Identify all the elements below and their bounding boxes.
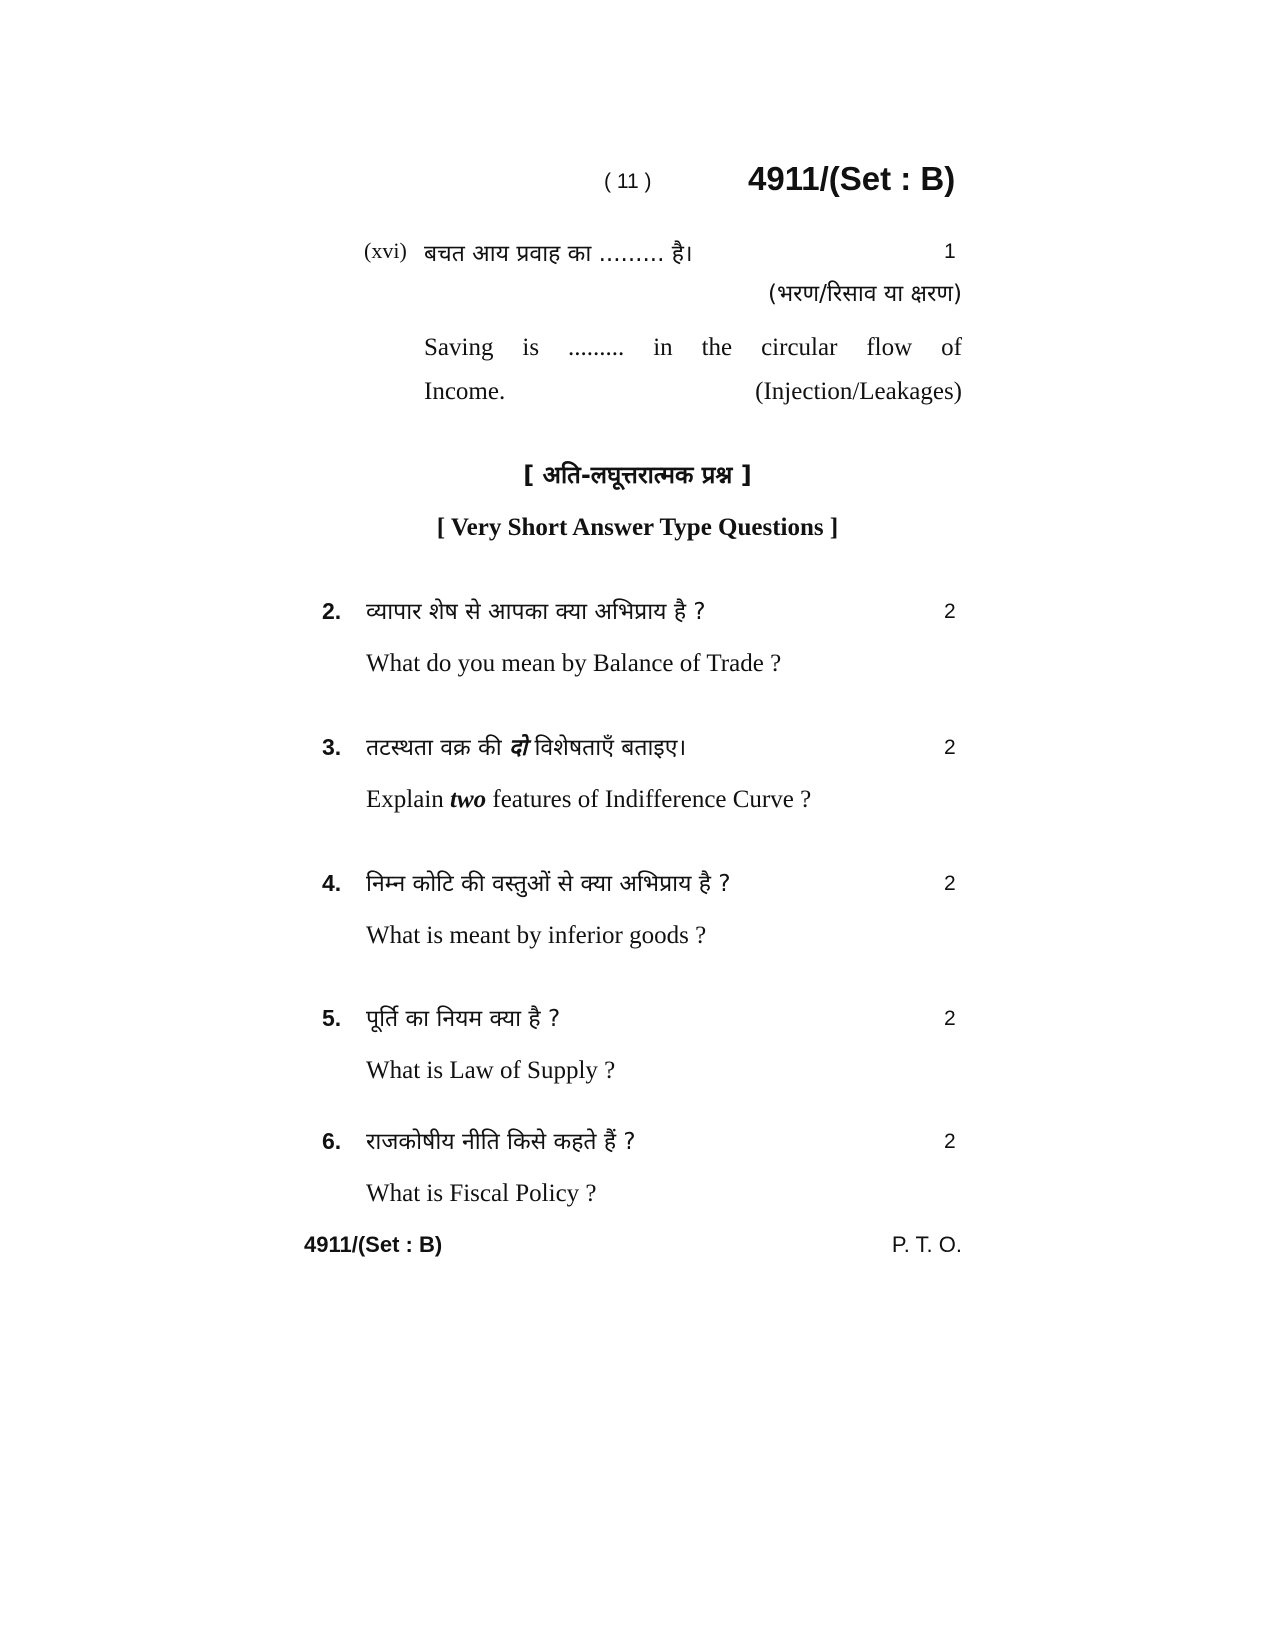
question-6-english: What is Fiscal Policy ? [366, 1180, 597, 1207]
question-xvi-english-line1 [424, 334, 962, 362]
question-5-english: What is Law of Supply ? [366, 1057, 616, 1084]
word: circular [761, 334, 838, 361]
question-xvi-options-english: (Injection/Leakages) [755, 378, 962, 405]
question-6-number: 6. [322, 1128, 342, 1154]
question-2-number: 2. [322, 598, 342, 624]
question-4-english: What is meant by inferior goods ? [366, 922, 707, 949]
question-3-hindi [366, 730, 686, 762]
question-3-hindi-part2: विशेषताएँ बताइए। [527, 735, 687, 761]
please-turn-over: P. T. O. [891, 1232, 962, 1257]
document-code-footer: 4911/(Set : B) [304, 1232, 443, 1257]
question-xvi-hindi: बचत आय प्रवाह का ......... है। [424, 241, 693, 267]
question-xvi-number: (xvi) [364, 238, 407, 263]
word: flow [866, 334, 913, 361]
question-xvi-english-line2: Income. [424, 378, 506, 405]
word: of [941, 334, 962, 361]
question-5-marks: 2 [944, 1007, 956, 1030]
question-3-number: 3. [322, 734, 342, 760]
question-4-hindi: निम्न कोटि की वस्तुओं से क्या अभिप्राय है ? [366, 871, 731, 897]
page-number: ( 11 ) [604, 170, 652, 193]
question-2-hindi: व्यापार शेष से आपका क्या अभिप्राय है ? [366, 599, 706, 625]
section-title-hindi: [ अति-लघूत्तरात्मक प्रश्न ] [523, 461, 752, 489]
document-code-header: 4911/(Set : B) [748, 160, 956, 197]
question-2-marks: 2 [944, 600, 956, 623]
word: in [653, 334, 673, 361]
question-2-english: What do you mean by Balance of Trade ? [366, 650, 782, 677]
question-xvi-marks: 1 [944, 240, 956, 263]
question-6-hindi: राजकोषीय नीति किसे कहते हैं ? [366, 1129, 636, 1155]
question-5-number: 5. [322, 1005, 342, 1031]
question-3-marks: 2 [944, 736, 956, 759]
question-6-marks: 2 [944, 1130, 956, 1153]
blank: ......... [568, 334, 625, 361]
word: Saving [424, 334, 494, 361]
question-5-hindi: पूर्ति का नियम क्या है ? [366, 1006, 561, 1032]
question-3-hindi-part1: तटस्थता वक्र की [366, 735, 509, 761]
question-3-english-part1: Explain [366, 786, 451, 813]
word: is [522, 334, 540, 361]
question-3-english-emphasis: two [450, 786, 487, 813]
word: the [701, 334, 733, 361]
question-4-marks: 2 [944, 872, 956, 895]
question-4-number: 4. [322, 870, 342, 896]
question-3-hindi-emphasis: दो [508, 735, 528, 761]
question-3-english [366, 786, 811, 814]
section-title-english: [ Very Short Answer Type Questions ] [436, 514, 839, 541]
question-3-english-part2: features of Indifference Curve ? [486, 786, 812, 813]
question-xvi-options-hindi: (भरण/रिसाव या क्षरण) [767, 281, 962, 307]
